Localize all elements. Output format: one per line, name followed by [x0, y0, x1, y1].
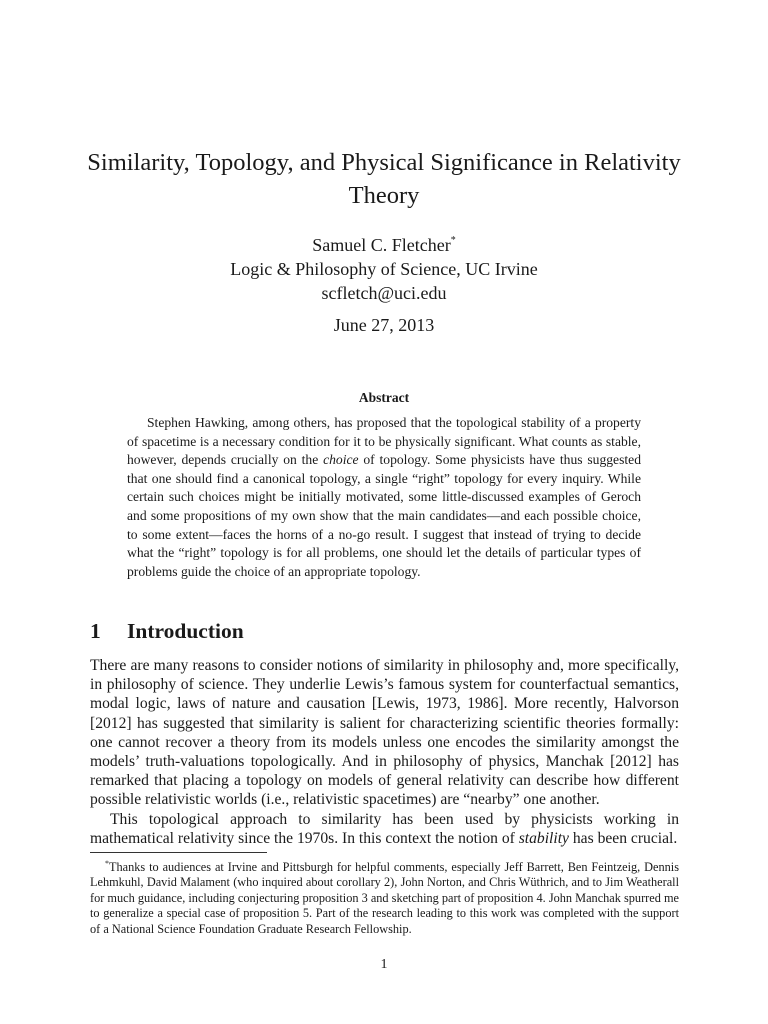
section-heading — [90, 619, 244, 644]
page-number: 1 — [380, 957, 388, 972]
body-paragraph-1: There are many reasons to consider notions of similarity in philosophy and, more specifically, in philosophy of science. They underlie Lewis’s famous system for counterfactual semantics, modal logic, laws of nature and causation [Lewis, 1973, 1986]. More recently, Halvorson [2012] has suggested that similarity is salient for characterizing scientific theories formally: one cannot recover a theory from its models unless one encodes the similarity amongst the models’ truth-valuations topologically. And in philosophy of physics, Manchak [2012] has remarked that placing a topology on models of general relativity can describe how different possible relativistic worlds (i.e., relativistic spacetimes) are “nearby” one another. — [90, 657, 679, 809]
footnote-mark: * — [105, 859, 109, 868]
section-title: Introduction — [127, 619, 244, 643]
abstract-emphasis: choice — [323, 452, 359, 468]
section-number: 1 — [90, 619, 101, 643]
author-footnote-mark: * — [450, 235, 456, 246]
abstract-text-part2: of topology. Some physicists have thus suggested that one should find a canonical topology, a single “right” topology for every inquiry. While certain such choices might be initially motivated, some little-discussed examples of Geroch and some propositions of my own show that the main candidates—and each possible choice, to some extent—faces the horns of a no-go result. I suggest that instead of trying to decide what the “right” topology is for all problems, one should let the details of particular types of problems guide the choice of an appropriate topology. — [127, 452, 641, 579]
body-paragraph-2-part1: This topological approach to similarity has been used by physicists working in mathematical relativity since the 1970s. In this context the notion of — [90, 810, 679, 847]
paper-date: June 27, 2013 — [333, 315, 435, 335]
author-name: Samuel C. Fletcher — [312, 235, 451, 255]
body-paragraph-2 — [90, 810, 679, 848]
footnote-rule — [90, 852, 267, 853]
author-email: scfletch@uci.edu — [321, 283, 447, 303]
author-affiliation: Logic & Philosophy of Science, UC Irvine — [230, 259, 538, 279]
body-paragraph-2-part2: has been crucial. — [568, 829, 678, 847]
abstract-text-part1: Stephen Hawking, among others, has proposed that the topological stability of a property of spacetime is a necessary condition for it to be physically significant. What counts as stable, however, depends crucially on the — [127, 415, 641, 468]
body-paragraph-2-emphasis: stability — [518, 829, 569, 847]
footnote — [90, 856, 679, 937]
author-block — [60, 229, 708, 305]
author-line — [60, 229, 708, 257]
section-body — [90, 656, 679, 848]
abstract-heading: Abstract — [358, 390, 410, 405]
footnote-text: Thanks to audiences at Irvine and Pittsburgh for helpful comments, especially Jeff Barrett, Ben Feintzeig, Dennis Lehmkuhl, David Malament (who inquired about corollary 2), John Norton, and Chris Wüthrich, and to Jim Weatherall for much guidance, including conjecturing proposition 3 and sketching part of proposition 4. John Manchak spurred me to generalize a special case of proposition 5. Part of the research leading to this work was completed with the support of a National Science Foundation Graduate Research Fellowship. — [90, 860, 679, 936]
paper-title: Similarity, Topology, and Physical Significance in Relativity Theory — [87, 149, 681, 209]
abstract-body — [127, 414, 641, 581]
